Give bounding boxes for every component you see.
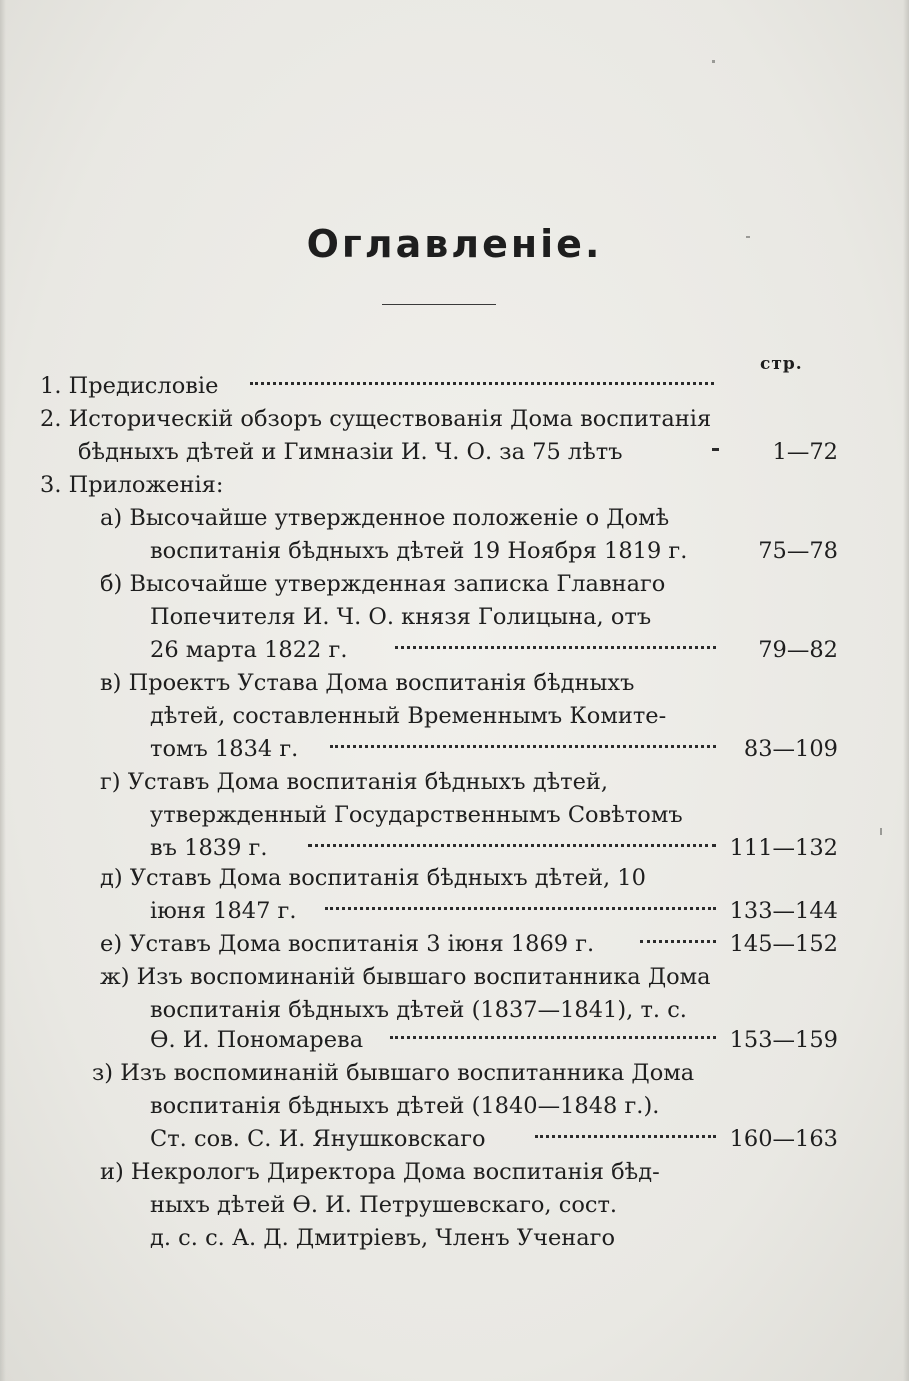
toc-entry-text: утвержденный Государственнымъ Совѣтомъ (150, 802, 683, 828)
toc-entry-text: воспитанія бѣдныхъ дѣтей (1840—1848 г.). (150, 1093, 660, 1119)
toc-entry-text: воспитанія бѣдныхъ дѣтей (1837—1841), т. с. (150, 997, 687, 1023)
page-column-header: стр. (760, 354, 803, 374)
toc-entry-text: 3. Приложенія: (40, 472, 224, 498)
toc-entry-text: томъ 1834 г. (150, 736, 299, 762)
page-right-edge (903, 0, 909, 1381)
toc-entry-text: з) Изъ воспоминаній бывшаго воспитанника Дома (92, 1060, 695, 1086)
toc-entry-text: и) Некрологъ Директора Дома воспитанія бѣд- (100, 1159, 660, 1185)
toc-entry-text: Ѳ. И. Пономарева (150, 1027, 364, 1053)
toc-entry-text: дѣтей, составленный Временнымъ Комите- (150, 703, 667, 729)
leader-dots (535, 1135, 716, 1138)
toc-page-range: 145—152 (729, 931, 838, 957)
toc-entry-text: ж) Изъ воспоминаній бывшаго воспитанника Дома (100, 964, 711, 990)
leader-dots (308, 844, 716, 847)
toc-page-range: 1—72 (772, 439, 838, 465)
leader-dots (325, 907, 716, 910)
toc-entry-text: 2. Историческій обзоръ существованія Дома воспитанія (40, 406, 712, 432)
toc-entry-text: Попечителя И. Ч. О. князя Голицына, отъ (150, 604, 652, 630)
toc-entry-text: воспитанія бѣдныхъ дѣтей 19 Ноября 1819 г. (150, 538, 688, 564)
leader-dots (640, 940, 716, 943)
toc-entry-text: в) Проектъ Устава Дома воспитанія бѣдныхъ (100, 670, 635, 696)
toc-entry-text: 26 марта 1822 г. (150, 637, 348, 663)
toc-page-range: 75—78 (758, 538, 838, 564)
toc-entry-text: бѣдныхъ дѣтей и Гимназіи И. Ч. О. за 75 лѣтъ (78, 439, 623, 465)
leader-dots (330, 745, 716, 748)
page-left-edge (0, 0, 6, 1381)
toc-entry-text: ныхъ дѣтей Ѳ. И. Петрушевскаго, сост. (150, 1192, 618, 1218)
toc-entry-text: въ 1839 г. (150, 835, 268, 861)
toc-entry-text: іюня 1847 г. (150, 898, 297, 924)
leader-dots (395, 646, 716, 649)
toc-entry-text: б) Высочайше утвержденная записка Главнаго (100, 571, 666, 597)
toc-page-range: 79—82 (758, 637, 838, 663)
toc-entry-text: г) Уставъ Дома воспитанія бѣдныхъ дѣтей, (100, 769, 609, 795)
toc-page-range: 111—132 (729, 835, 838, 861)
title-divider (382, 304, 496, 305)
toc-page-range: 160—163 (729, 1126, 838, 1152)
leader-dots (250, 382, 714, 385)
toc-page-range: 83—109 (743, 736, 838, 762)
leader-dots (390, 1036, 716, 1039)
scan-speck (880, 828, 882, 835)
toc-entry-text: д) Уставъ Дома воспитанія бѣдныхъ дѣтей, 10 (100, 865, 646, 891)
scan-speck (746, 236, 750, 238)
scan-speck (712, 60, 715, 63)
toc-page-range: 133—144 (729, 898, 838, 924)
page-title: Оглавленіе. (306, 222, 603, 266)
toc-entry-text: д. с. с. А. Д. Дмитріевъ, Членъ Ученаго (150, 1225, 616, 1251)
toc-entry-text: а) Высочайше утвержденное положеніе о Домѣ (100, 505, 670, 531)
toc-entry-text: Ст. сов. С. И. Янушковскаго (150, 1126, 486, 1152)
toc-page-range: 153—159 (729, 1027, 838, 1053)
toc-entry-text: е) Уставъ Дома воспитанія 3 іюня 1869 г. (100, 931, 595, 957)
toc-entry-text: 1. Предисловіе (40, 373, 219, 399)
